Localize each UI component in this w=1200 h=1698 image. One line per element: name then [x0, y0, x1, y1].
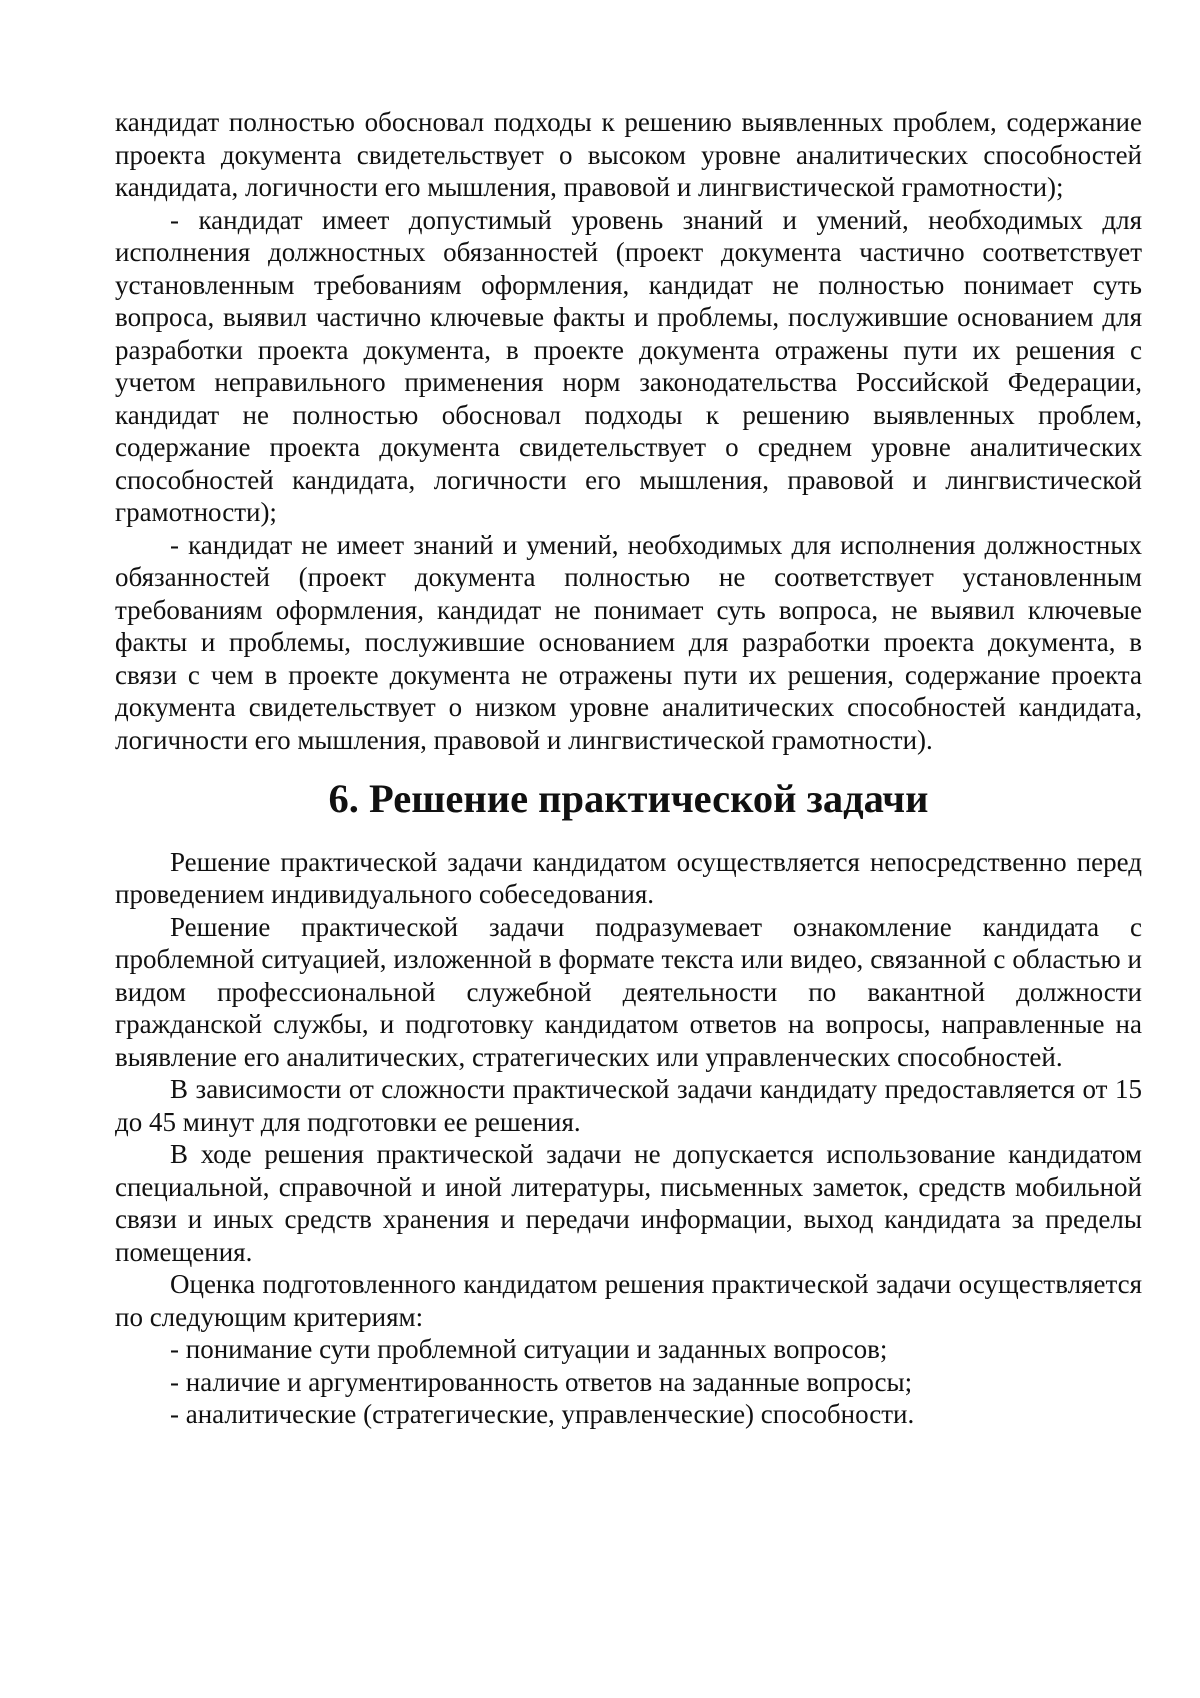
paragraph-task-description: Решение практической задачи подразумевает ознакомление кандидата с проблемной ситуацией, изложенной в формате текста или видео, связанной с областью и видом профессиональной служебной деятельности по вакантной должности гражданской службы, и подготовку кандидатом ответов на вопросы, направленные на выявление его аналитических, стратегических или управленческих способностей.	[115, 911, 1142, 1072]
criterion-item: - наличие и аргументированность ответов на заданные вопросы;	[170, 1366, 913, 1397]
paragraph-criteria-high-continued: кандидат полностью обосновал подходы к решению выявленных проблем, содержание проекта документа свидетельствует о высоком уровне аналитических способностей кандидата, логичности его мышления, правовой и лингвистической грамотности);	[115, 107, 1142, 202]
paragraph-criteria-low: - кандидат не имеет знаний и умений, необходимых для исполнения должностных обязанностей (проект документа полностью не соответствует установленным требованиям оформления, кандидат не понимает суть вопроса, не выявил ключевые факты и проблемы, послужившие основанием для разработки проекта документа, в связи с чем в проекте документа не отражены пути их решения, содержание проекта документа свидетельствует о низком уровне аналитических способностей кандидата, логичности его мышления, правовой и лингвистической грамотности).	[115, 529, 1142, 755]
document-page	[115, 106, 1142, 1431]
paragraph-task-duration: В зависимости от сложности практической задачи кандидату предоставляется от 15 до 45 минут для подготовки ее решения.	[115, 1074, 1142, 1137]
section-heading: 6. Решение практической задачи	[328, 776, 929, 821]
paragraph-criteria-medium: - кандидат имеет допустимый уровень знаний и умений, необходимых для исполнения должностных обязанностей (проект документа частично соответствует установленным требованиям оформления, кандидат не полностью понимает суть вопроса, выявил частично ключевые факты и проблемы, послужившие основанием для разработки проекта документа, в проекте документа отражены пути их решения с учетом неправильного применения норм законодательства Российской Федерации, кандидат не полностью обосновал подходы к решению выявленных проблем, содержание проекта документа свидетельствует о среднем уровне аналитических способностей кандидата, логичности его мышления, правовой и лингвистической грамотности);	[115, 204, 1142, 527]
criterion-item: - аналитические (стратегические, управленческие) способности.	[170, 1399, 915, 1429]
paragraph-task-evaluation: Оценка подготовленного кандидатом решения практической задачи осуществляется по следующим критериям:	[115, 1269, 1142, 1332]
paragraph-task-restrictions: В ходе решения практической задачи не допускается использование кандидатом специальной, справочной и иной литературы, письменных заметок, средств мобильной связи и иных средств хранения и передачи информации, выход кандидата за пределы помещения.	[115, 1139, 1142, 1267]
paragraph-task-timing: Решение практической задачи кандидатом осуществляется непосредственно перед проведением индивидуального собеседования.	[115, 846, 1142, 909]
criterion-item: - понимание сути проблемной ситуации и заданных вопросов;	[170, 1334, 888, 1364]
